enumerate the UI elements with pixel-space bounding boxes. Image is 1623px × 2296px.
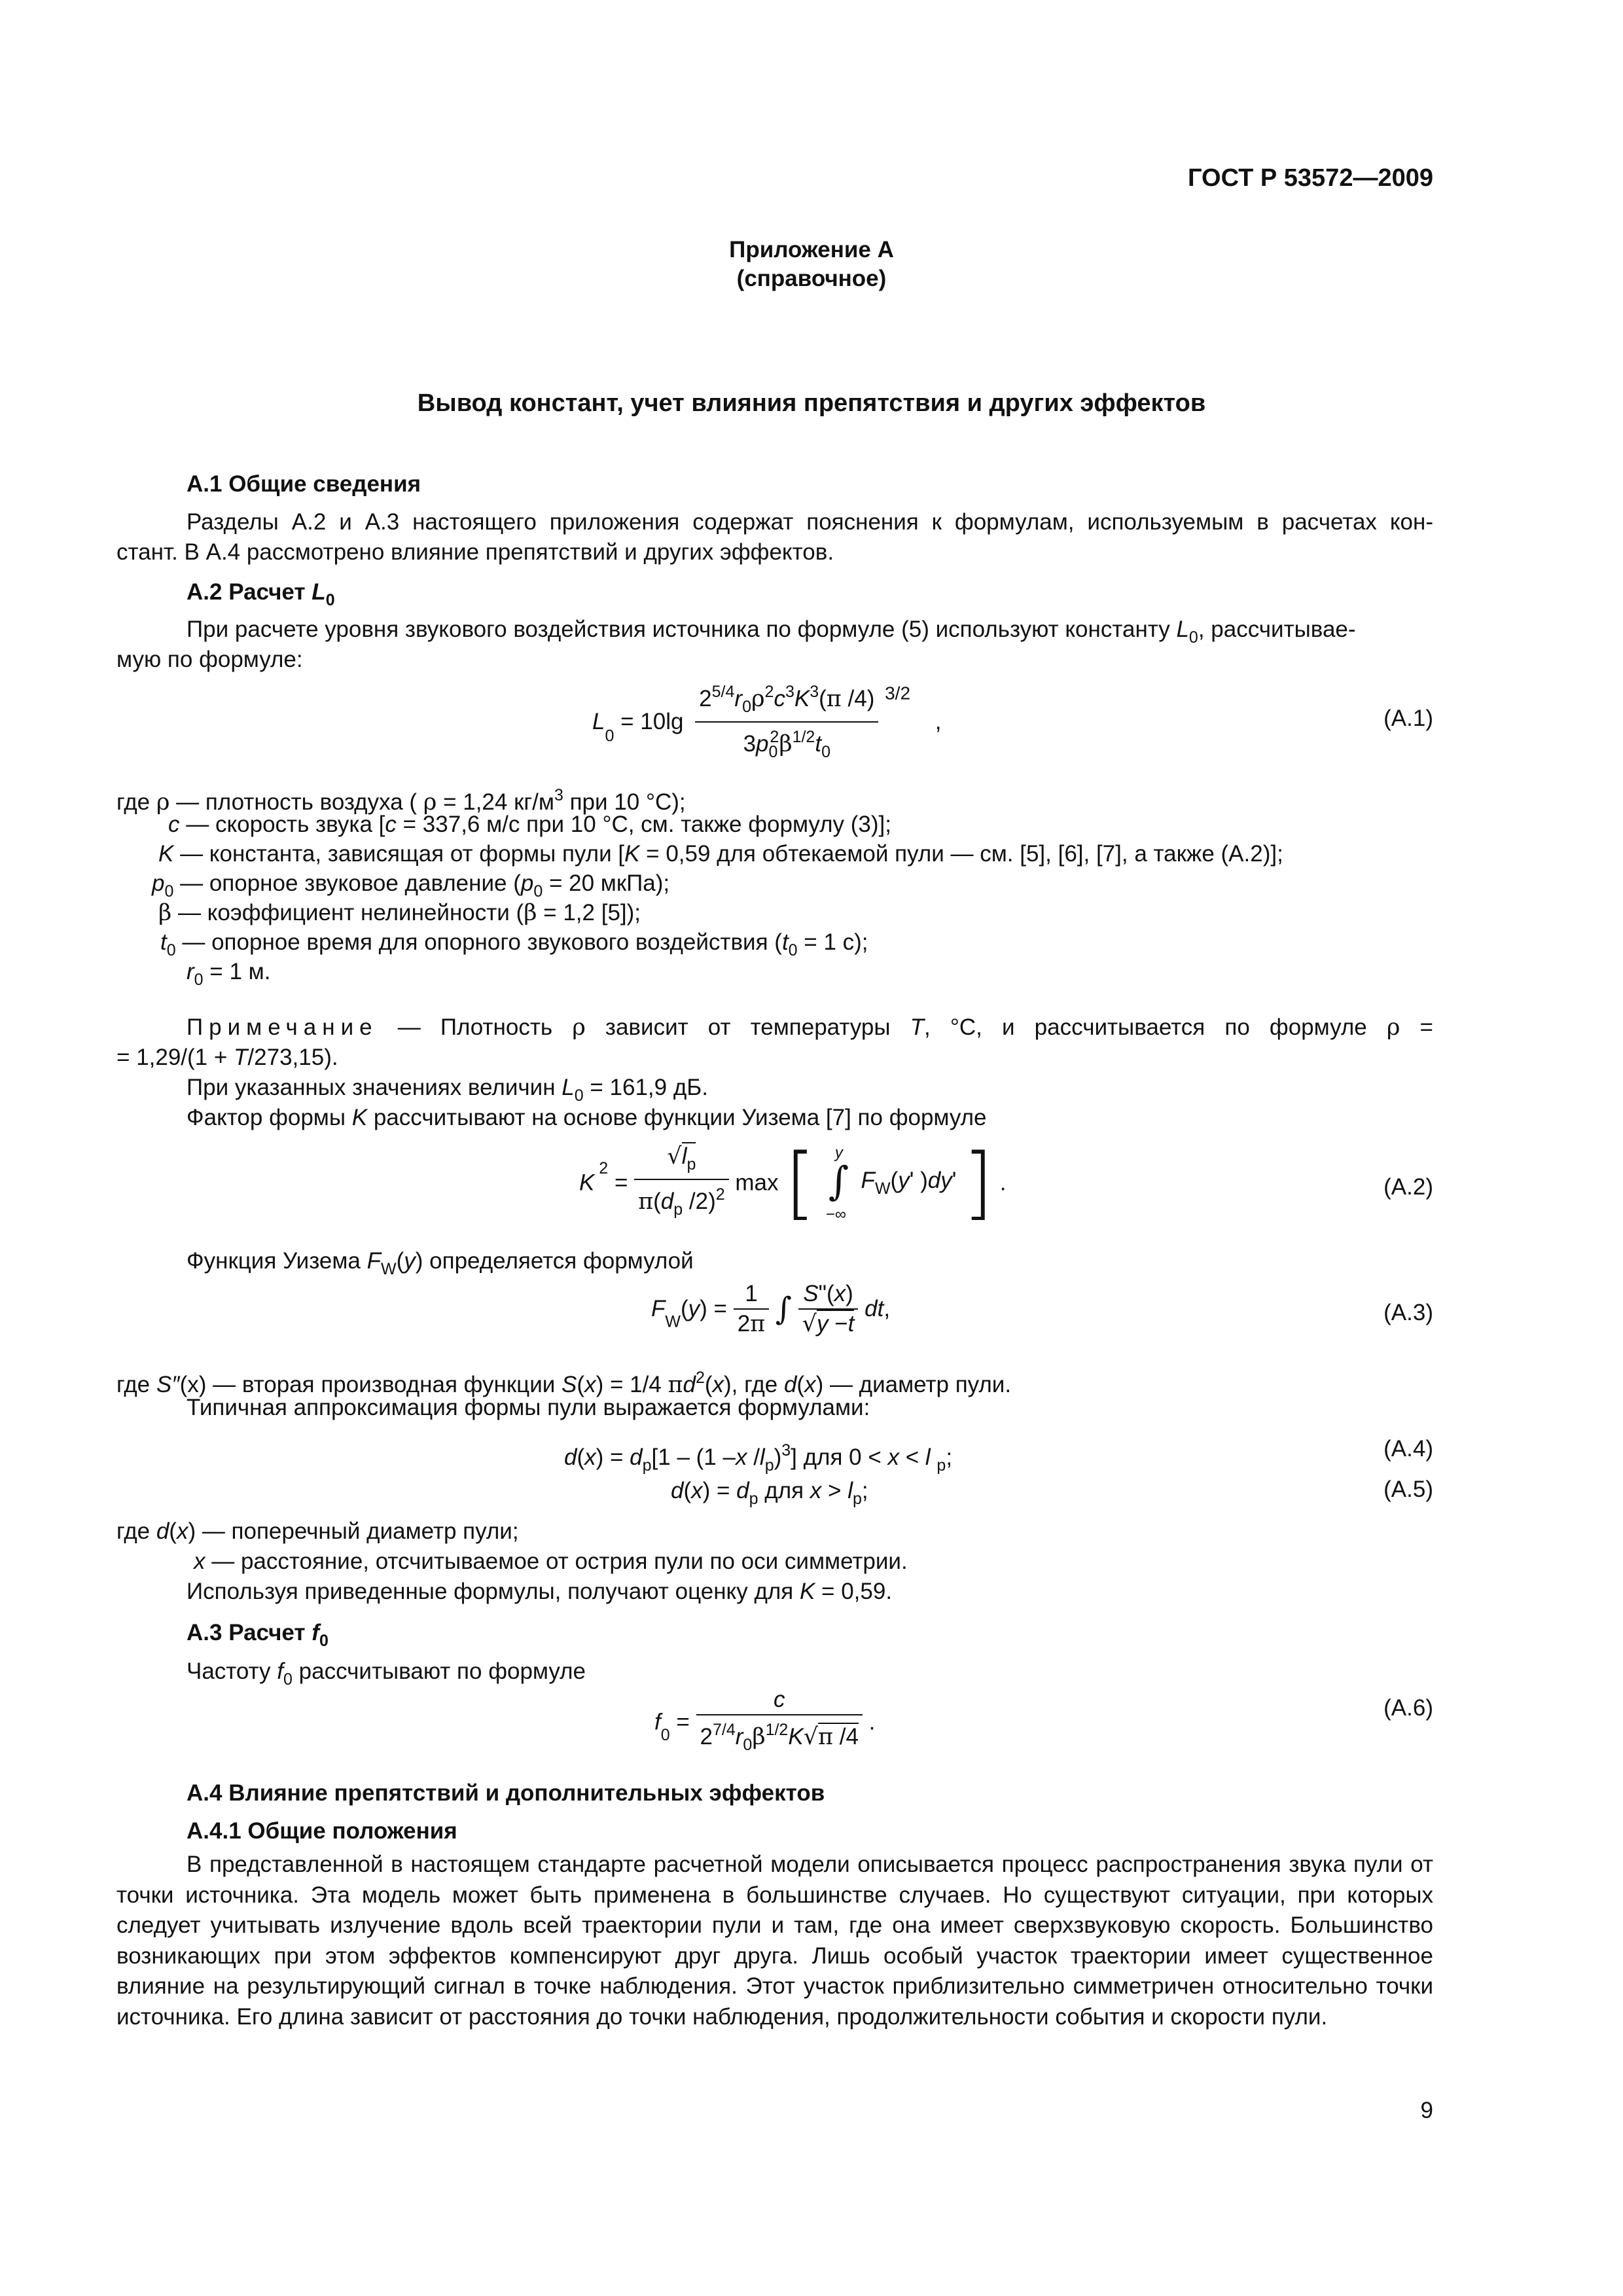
equation-a5-number: (А.5) bbox=[1383, 1477, 1433, 1502]
section-a3-intro: Частоту $f_0$ рассчитывают по формуле bbox=[187, 1659, 586, 1689]
equation-a4: $d(x) = d_p[1 - (1$ –x $/l_p)^3$] для 0 < x < l $_p$; bbox=[564, 1441, 953, 1475]
section-a2-heading-subscript: 0 bbox=[325, 591, 335, 609]
document-id: ГОСТ Р 53572—2009 bbox=[1188, 164, 1433, 192]
section-a2-intro-line2: мую по формуле: bbox=[116, 647, 303, 672]
where-k: K — константа, зависящая от формы пули [K = 0,59 для обтекаемой пули — см. [5], [6], [7], а также (А.2)]; bbox=[158, 841, 1283, 867]
fw-where: где S″(x) — вторая производная функции S(x) = 1/4 $\pi d^2(x)$, где d(x) — диаметр пули. bbox=[116, 1369, 1012, 1398]
fw-intro: Функция Уизема $F_W(y)$ определяется формулой bbox=[187, 1248, 694, 1278]
intro-text-b: , рассчитывае- bbox=[1198, 617, 1356, 642]
d-where1: где d(x) — поперечный диаметр пули; bbox=[116, 1518, 519, 1544]
note-line2: = 1,29/(1 + T/273,15). bbox=[116, 1045, 338, 1070]
section-a2-heading bbox=[187, 578, 335, 615]
section-a4-heading: А.4 Влияние препятствий и дополнительных эффектов bbox=[187, 1780, 825, 1806]
intro-symbol-l0: $L_0$ bbox=[1176, 617, 1198, 647]
section-a4-1-heading: А.4.1 Общие положения bbox=[187, 1818, 457, 1844]
main-title: Вывод констант, учет влияния препятствия и других эффектов bbox=[417, 389, 1206, 417]
result-line: При указанных значениях величин $L_0 = 161,9$ дБ. bbox=[187, 1075, 708, 1105]
where-beta: β — коэффициент нелинейности (β = 1,2 [5]); bbox=[158, 900, 641, 926]
section-a1-heading: А.1 Общие сведения bbox=[187, 471, 421, 497]
equation-a6-number: (А.6) bbox=[1383, 1695, 1433, 1721]
appendix-type: (справочное) bbox=[736, 266, 887, 291]
d-where2: x — расстояние, отсчитываемое от острия пули по оси симметрии. bbox=[194, 1549, 908, 1574]
estimate-line: Используя приведенные формулы, получают оценку для K = 0,59. bbox=[187, 1579, 893, 1604]
equation-a3: $F_W(y)$ = $\frac{1}{2\pi}$ ∫ $\frac{S"(x)}{√y -t}$ dt, bbox=[651, 1281, 891, 1337]
section-a4-1-paragraph: В представленной в настоящем стандарте расчетной модели описывается процесс распространения звука пули от точки источника. Эта модель может быть применена в большинстве случаев. Но существуют ситуации, при которых следует учитывать излучение вдоль всей траектории пули и там, где она имеет сверхзвуковую скорость. Большинство возникающих при этом эффектов компенсируют друг друга. Лишь особый участок траектории имеет существенное влияние на результирующий сигнал в точке наблюдения. Этот участок приблизительно симметричен относительно точки источника. Его длина зависит от расстояния до точки наблюдения, продолжительности события и скорости пули. bbox=[116, 1852, 1433, 2030]
section-a3-heading-subscript: 0 bbox=[319, 1632, 329, 1650]
where-rho: где ρ — плотность воздуха ( ρ = 1,24 $кг/м^3$ при 10 °С); bbox=[116, 786, 686, 816]
intro-text-a: При расчете уровня звукового воздействия источника по формуле (5) используют константу bbox=[187, 617, 1177, 642]
equation-a1-number: (А.1) bbox=[1383, 706, 1433, 731]
section-a2-intro-line1 bbox=[187, 615, 1433, 652]
appendix-title: Приложение А bbox=[729, 237, 894, 262]
section-a3-heading-symbol: f bbox=[312, 1620, 319, 1645]
section-a1-text-line1: Разделы А.2 и А.3 настоящего приложения содержат пояснения к формулам, используемым в расчетах кон- bbox=[187, 509, 1433, 535]
approx-intro: Типичная аппроксимация формы пули выражается формулами: bbox=[187, 1395, 870, 1420]
section-a1-text-line2: стант. В А.4 рассмотрено влияние препятствий и других эффектов. bbox=[116, 539, 834, 565]
where-t0: $t_0$ — опорное время для опорного звукового воздействия ($t_0 = 1$ с); bbox=[160, 929, 868, 960]
k-intro: Фактор формы K рассчитывают на основе функции Уизема [7] по формуле bbox=[187, 1105, 987, 1130]
equation-a1: $L_0 = 10\lg$ $\frac{2^{5/4}r_0\rho^2c^3K^3(\pi /4)}{3p_0^2\beta^{1/2}t_0}$ $^{3/2}$ , bbox=[592, 677, 942, 766]
page-number: 9 bbox=[1420, 2098, 1433, 2123]
equation-a4-number: (А.4) bbox=[1383, 1436, 1433, 1462]
equation-a5: $d(x) = d_p$ для $x > l_p$; bbox=[671, 1478, 868, 1508]
section-a3-heading bbox=[187, 1619, 329, 1655]
where-p0: $p_0$ — опорное звуковое давление ($p_0 = 20$ мкПа); bbox=[152, 870, 670, 901]
equation-a6: $f_0$ = $\frac{c}{2^{7/4}r_0\beta^{1/2}K√\pi /4}$ . bbox=[654, 1687, 876, 1754]
section-a2-heading-text: А.2 Расчет bbox=[187, 579, 312, 605]
section-a3-heading-text: А.3 Расчет bbox=[187, 1620, 312, 1645]
where-c: c — скорость звука [c = 337,6 м/с при 10 °С, см. также формулу (3)]; bbox=[168, 812, 891, 837]
equation-a2-number: (А.2) bbox=[1383, 1174, 1433, 1200]
equation-a2: K $^2$ = $\frac{√l_p}{\pi(d_p /2)^2}$ max [ y ∫ −∞ $F_W(y'$ )dy' ] . bbox=[579, 1137, 1007, 1229]
section-a2-heading-symbol: L bbox=[312, 579, 326, 605]
where-r0: $r_0 = 1$ м. bbox=[187, 959, 271, 989]
note-line1: Примечание — Плотность ρ зависит от температуры T, °С, и рассчитывается по формуле ρ = bbox=[187, 1014, 1433, 1041]
equation-a3-number: (А.3) bbox=[1383, 1300, 1433, 1325]
